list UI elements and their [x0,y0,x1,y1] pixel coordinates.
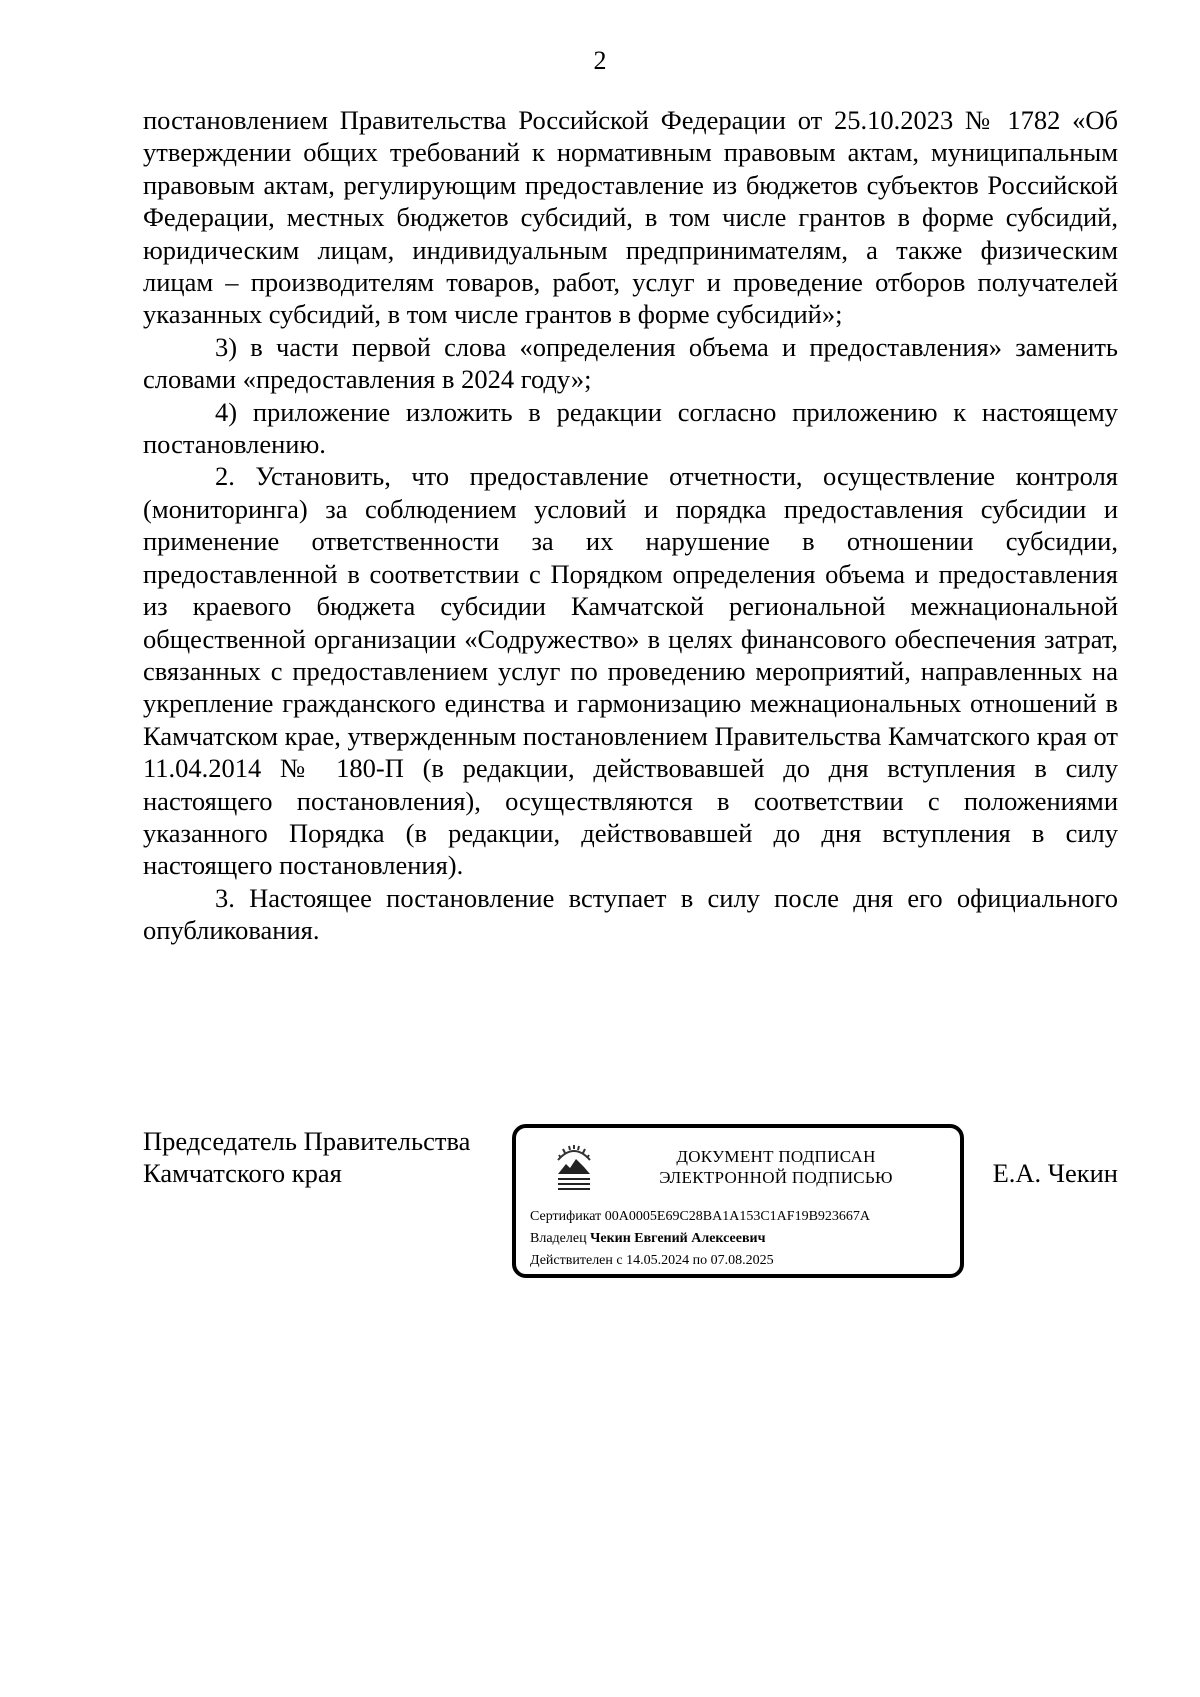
signer-name: Е.А. Чекин [992,1158,1118,1188]
electronic-signature-stamp [512,1124,964,1278]
owner-label: Владелец [530,1231,587,1246]
stamp-title-line-1: ДОКУМЕНТ ПОДПИСАН [676,1147,876,1166]
paragraph-continuation: постановлением Правительства Российской Федерации от 25.10.2023 № 1782 «Об утверждении общих требований к нормативным правовым актам, муниципальным правовым актам, регулирующим предоставление из бюджетов субъектов Российской Федерации, местных бюджетов субсидий, в том числе грантов в форме субсидий, юридическим лицам, индивидуальным предпринимателям, а также физическим лицам – производителям товаров, работ, услуг и проведение отборов получателей указанных субсидий, в том числе грантов в форме субсидий»; [143,105,1118,330]
stamp-title-line-2: ЭЛЕКТРОННОЙ ПОДПИСЬЮ [659,1168,893,1187]
valid-to-label: по [692,1253,708,1268]
valid-from-label: с [616,1253,623,1268]
paragraph-clause-3: 3. Настоящее постановление вступает в силу после дня его официального опубликования. [143,882,1118,946]
signatory-position-line-2: Камчатского края [143,1158,342,1189]
validity-row [530,1250,870,1272]
document-body [143,104,1118,947]
certificate-value: 00A0005E69C28BA1A153C1AF19B923667A [604,1209,871,1224]
paragraph-item-4: 4) приложение изложить в редакции согласно приложению к настоящему постановлению. [143,396,1118,460]
stamp-title [616,1146,936,1188]
paragraph-item-3: 3) в части первой слова «определения объема и предоставления» заменить словами «предоставления в 2024 году»; [143,331,1118,395]
certificate-label: Сертификат [530,1209,602,1224]
page-number: 2 [593,46,607,75]
stamp-details [530,1206,870,1272]
signatory-position-line-1: Председатель Правительства [143,1126,471,1156]
paragraph-clause-2: 2. Установить, что предоставление отчетности, осуществление контроля (мониторинга) за соблюдением условий и порядка предоставления субсидии и применение ответственности за их нарушение в отношении субсидии, предоставленной в соответствии с Порядком определения объема и предоставления из краевого бюджета субсидии Камчатской региональной межнациональной общественной организации «Содружество» в целях финансового обеспечения затрат, связанных с предоставлением услуг по проведению мероприятий, направленных на укрепление гражданского единства и гармонизацию межнациональных отношений в Камчатском крае, утвержденным постановлением Правительства Камчатского края от 11.04.2014 № 180-П (в редакции, действовавшей до дня вступления в силу настоящего постановления), осуществляются в соответствии с положениями указанного Порядка (в редакции, действовавшей до дня вступления в силу настоящего постановления). [143,461,1118,881]
valid-from-date: 14.05.2024 [626,1253,690,1268]
valid-to-date: 07.08.2025 [710,1253,774,1268]
owner-value: Чекин Евгений Алексеевич [590,1231,766,1246]
signatory-position [143,1125,470,1190]
kamchatka-emblem-icon [552,1140,596,1192]
valid-label: Действителен [530,1253,613,1268]
certificate-row [530,1206,870,1228]
owner-row [530,1228,870,1250]
